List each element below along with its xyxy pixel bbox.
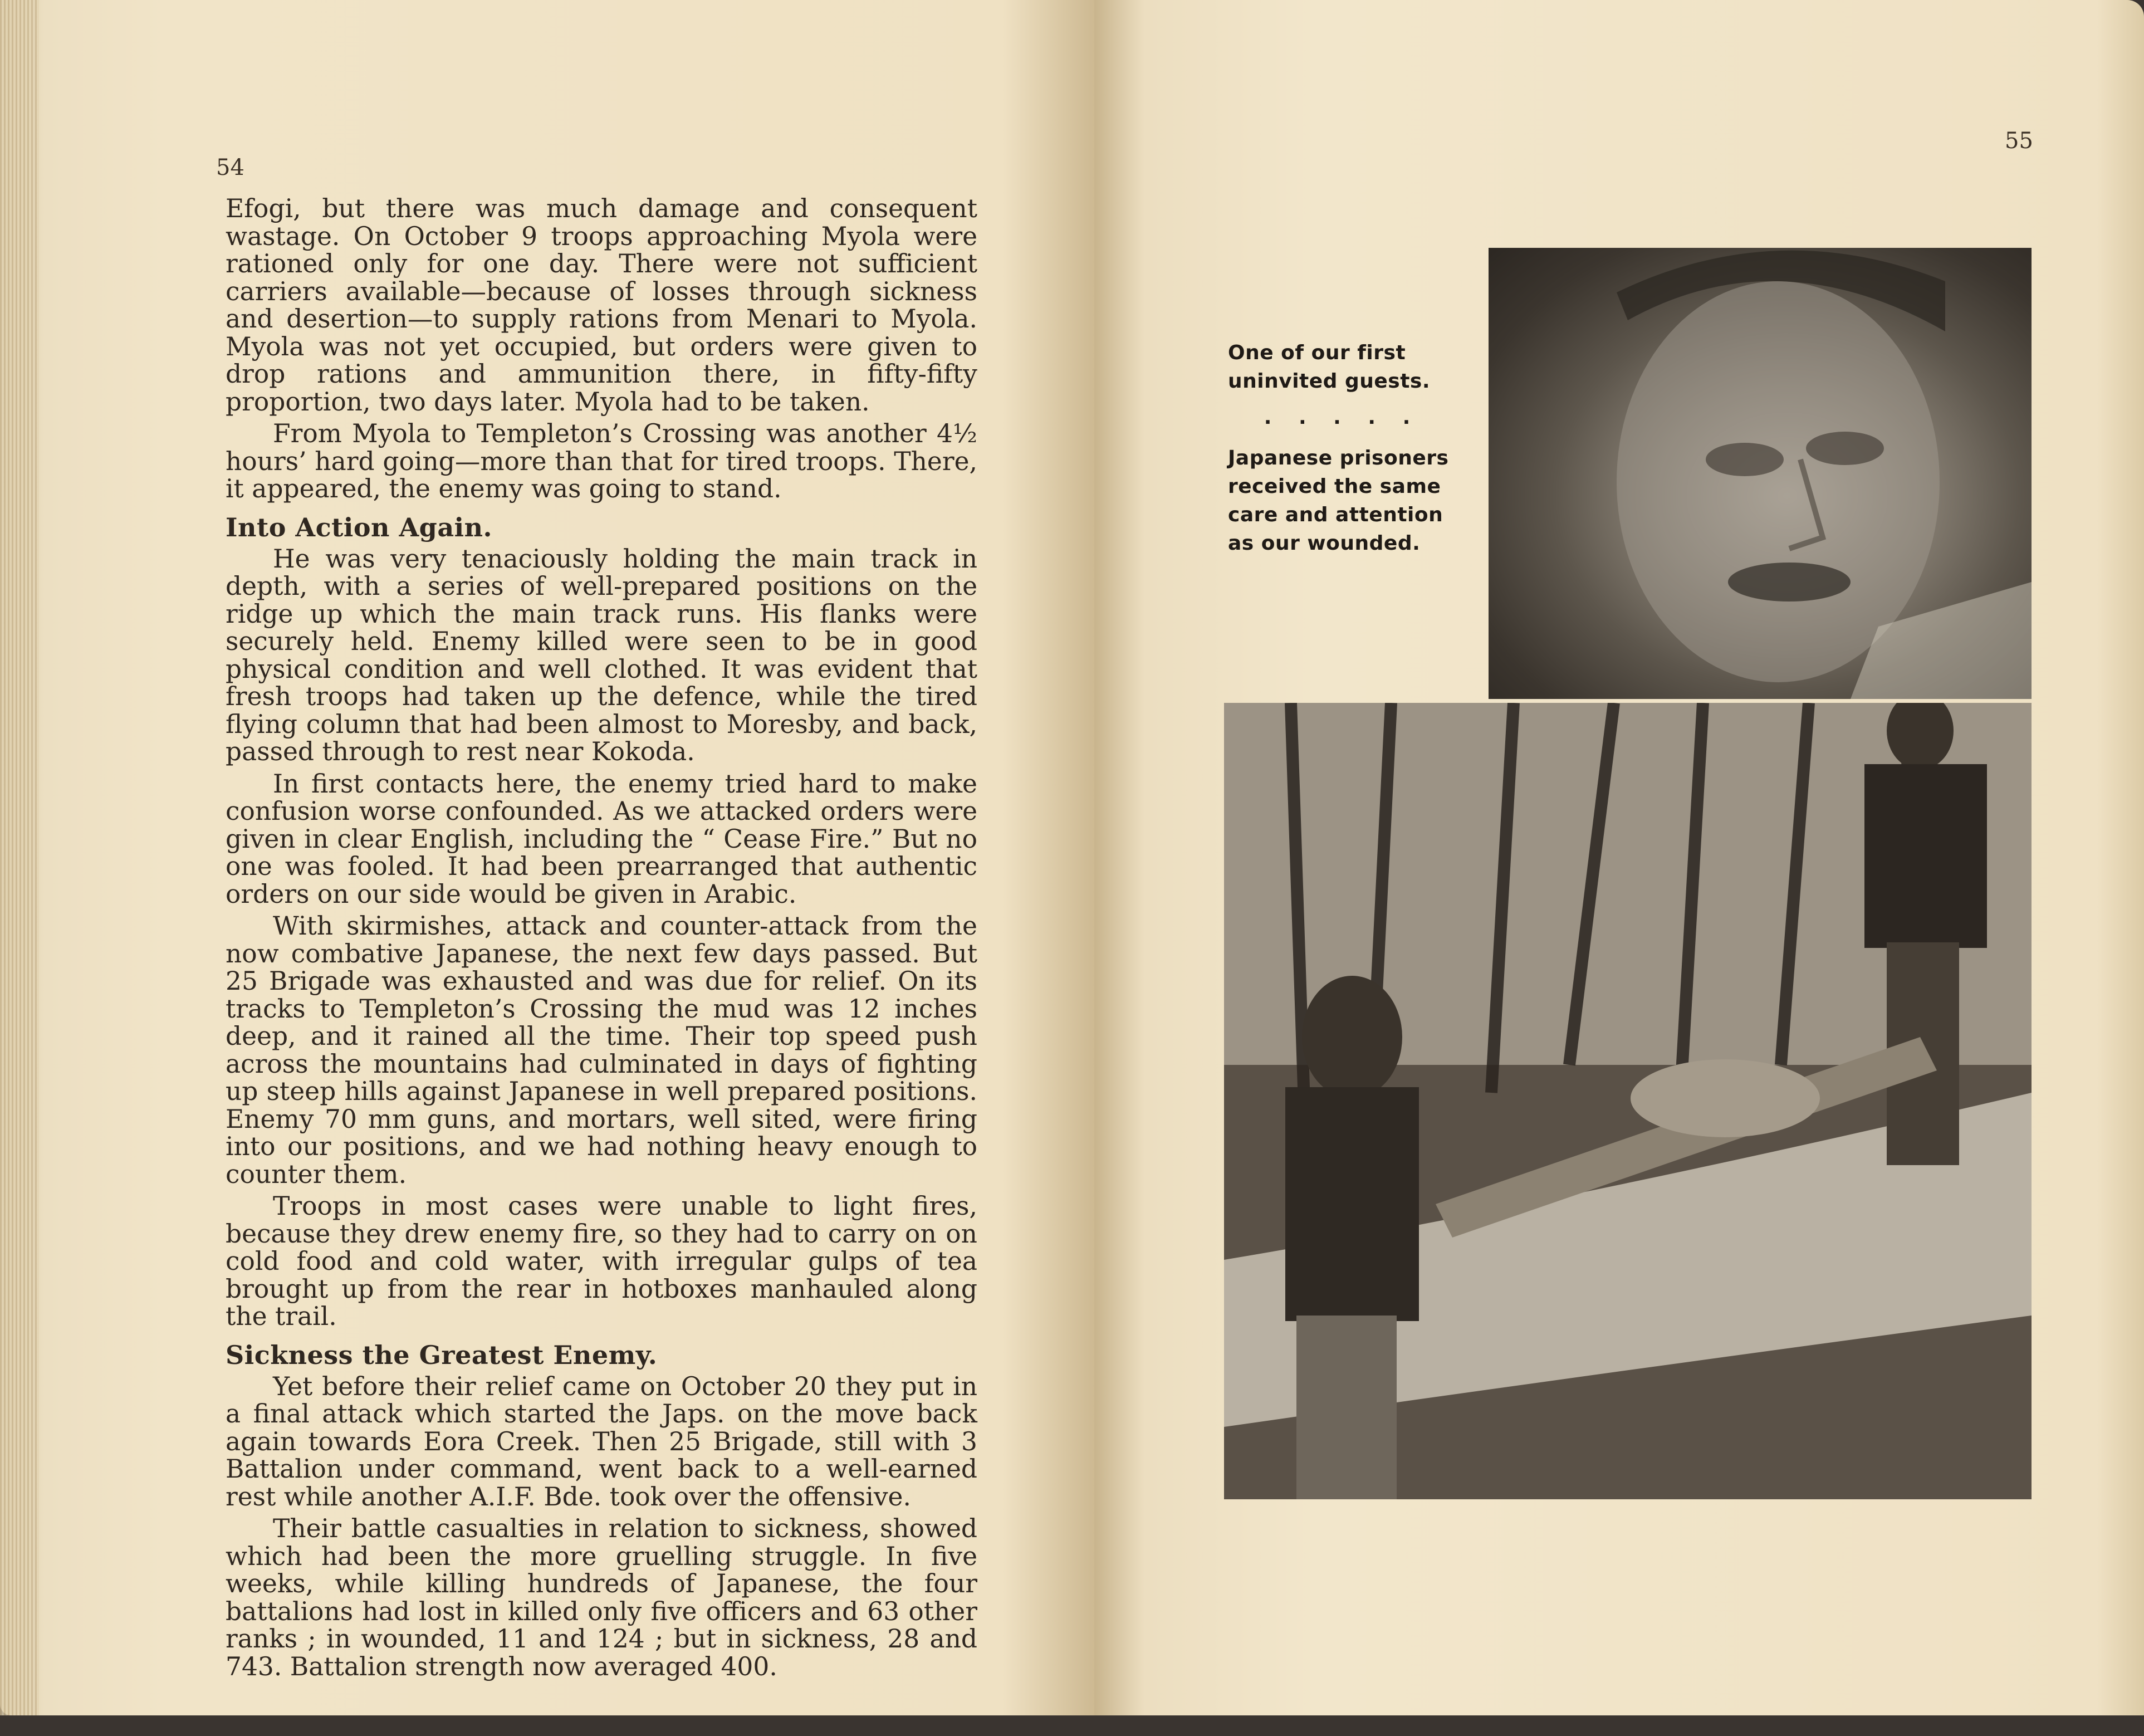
section-heading-sickness: Sickness the Greatest Enemy. (226, 1339, 658, 1370)
stretcher-bearers-photo (1224, 703, 2032, 1499)
photo-caption (1228, 339, 1456, 558)
section-heading-into-action: Into Action Again. (226, 512, 493, 542)
paragraph: Yet before their relief came on October 20 they put in a final attack which started the Japs. on the move back again towards Eora Creek. Then 25 Brigade, still with 3 Battalion under command, went back to a well-earned rest while another A.I.F. Bde. took over the offensive. (226, 1371, 977, 1512)
paragraph: Efogi, but there was much damage and consequent wastage. On October 9 troops approaching Myola were rationed only for one day. There were not sufficient carriers available—because of losses through sickness and desertion—to supply rations from Menari to Myola. Myola was not yet occupied, but orders were given to drop rations and ammunition there, in fifty-fifty proportion, two days later. Myola had to be taken. (226, 194, 977, 417)
paragraph: Their battle casualties in relation to sickness, showed which had been the more gruelling struggle. In five weeks, while killing hundreds of Japanese, the four battalions had lost in killed only five officers and 63 other ranks ; in wounded, 11 and 124 ; but in sickness, 28 and 743. Battalion strength now averaged 400. (226, 1514, 977, 1681)
page-number-right: 55 (2005, 128, 2033, 154)
paragraph: In first contacts here, the enemy tried hard to make confusion worse confounded. As we attacked orders were given in clear English, including the “ Cease Fire.” But no one was fooled. It had been prearranged that authentic orders on our side would be given in Arabic. (226, 769, 977, 909)
caption-line-1: One of our first uninvited guests. (1228, 341, 1431, 393)
paragraph: He was very tenaciously holding the main track in depth, with a series of well-prepared positions on the ridge up which the main track runs. His flanks were securely held. Enemy killed were seen to be in good physical condition and well clothed. It was evident that fresh troops had taken up the defence, while the tired flying column that had been almost to Moresby, and back, passed through to rest near Kokoda. (226, 544, 977, 766)
body-text-column (226, 195, 977, 1685)
caption-separator: . . . . . (1264, 406, 1421, 429)
caption-line-2: Japanese prisoners received the same care and attention as our wounded. (1228, 447, 1449, 555)
page-edges (0, 0, 39, 1715)
paragraph: Troops in most cases were unable to light fires, because they drew enemy fire, so they had to carry on on cold food and cold water, with irregular gulps of tea brought up from the rear in hotboxes manhauled along the trail. (226, 1191, 977, 1331)
prisoner-portrait-photo (1489, 248, 2032, 699)
paragraph: From Myola to Templeton’s Crossing was another 4½ hours’ hard going—more than that for tired troops. There, it appeared, the enemy was going to stand. (226, 419, 977, 503)
paragraph: With skirmishes, attack and counter-attack from the now combative Japanese, the next few days passed. But 25 Brigade was exhausted and was due for relief. On its tracks to Templeton’s Crossing the mud was 12 inches deep, and it rained all the time. Their top speed push across the mountains had culminated in days of fighting up steep hills against Japanese in well prepared positions. Enemy 70 mm guns, and mortars, well sited, were firing into our positions, and we had nothing heavy enough to counter them. (226, 911, 977, 1189)
page-number-left: 54 (216, 155, 244, 180)
